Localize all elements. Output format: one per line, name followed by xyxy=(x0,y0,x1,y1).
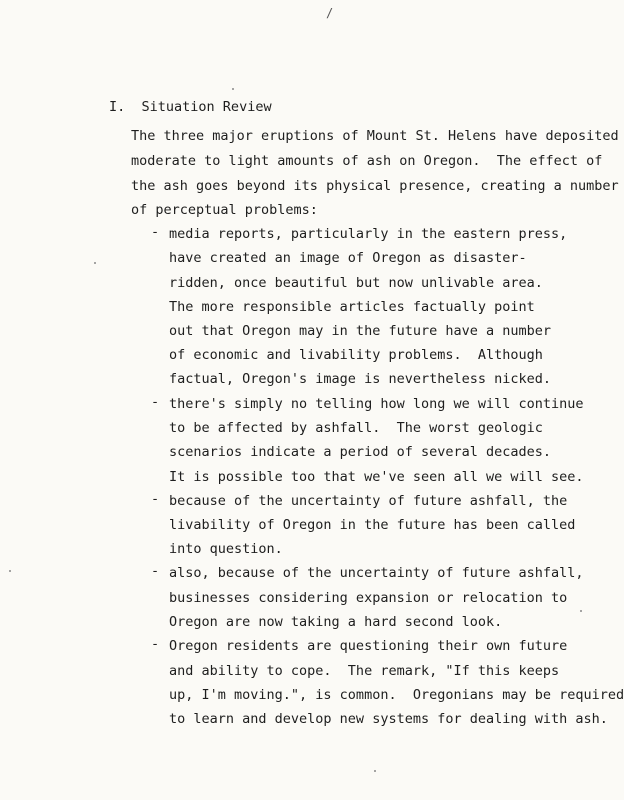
scan-speck xyxy=(580,610,582,612)
bullet-line: The more responsible articles factually point xyxy=(169,299,535,315)
bullet-line: ridden, once beautiful but now unlivable area. xyxy=(169,275,543,291)
section-heading xyxy=(109,99,272,115)
section-title: Situation Review xyxy=(141,99,272,115)
bullet-line: factual, Oregon's image is nevertheless nicked. xyxy=(169,371,552,387)
scan-speck xyxy=(374,770,376,772)
bullet-line: Oregon residents are questioning their own future xyxy=(169,638,568,654)
bullet-line: of economic and livability problems. Although xyxy=(169,347,543,363)
intro-line: moderate to light amounts of ash on Oregon. The effect of xyxy=(131,153,603,169)
bullet-dash: - xyxy=(151,491,160,507)
bullet-line: up, I'm moving.", is common. Oregonians may be required xyxy=(169,687,624,703)
bullet-dash: - xyxy=(151,563,160,579)
page-corner-mark: / xyxy=(326,6,334,20)
bullet-line: businesses considering expansion or relocation to xyxy=(169,590,568,606)
bullet-line: media reports, particularly in the eastern press, xyxy=(169,226,568,242)
scan-speck xyxy=(232,88,234,90)
bullet-line: because of the uncertainty of future ashfall, the xyxy=(169,493,568,509)
intro-line: The three major eruptions of Mount St. Helens have deposited xyxy=(131,128,619,144)
bullet-line: It is possible too that we've seen all we will see. xyxy=(169,469,584,485)
bullet-line: and ability to cope. The remark, "If this keeps xyxy=(169,663,560,679)
bullet-line: out that Oregon may in the future have a number xyxy=(169,323,552,339)
bullet-line: Oregon are now taking a hard second look. xyxy=(169,614,503,630)
bullet-dash: - xyxy=(151,224,160,240)
bullet-line: to be affected by ashfall. The worst geologic xyxy=(169,420,543,436)
bullet-dash: - xyxy=(151,636,160,652)
bullet-line: have created an image of Oregon as disaster- xyxy=(169,250,527,266)
bullet-line: also, because of the uncertainty of future ashfall, xyxy=(169,565,584,581)
bullet-line: there's simply no telling how long we will continue xyxy=(169,396,584,412)
scan-speck xyxy=(9,570,11,572)
bullet-line: scenarios indicate a period of several decades. xyxy=(169,444,552,460)
scan-speck xyxy=(94,262,96,264)
bullet-line: livability of Oregon in the future has been called xyxy=(169,517,576,533)
intro-line: the ash goes beyond its physical presence, creating a number xyxy=(131,178,619,194)
bullet-line: into question. xyxy=(169,541,283,557)
bullet-dash: - xyxy=(151,394,160,410)
intro-line: of perceptual problems: xyxy=(131,202,318,218)
section-number: I. xyxy=(109,99,126,115)
bullet-line: to learn and develop new systems for dealing with ash. xyxy=(169,711,608,727)
